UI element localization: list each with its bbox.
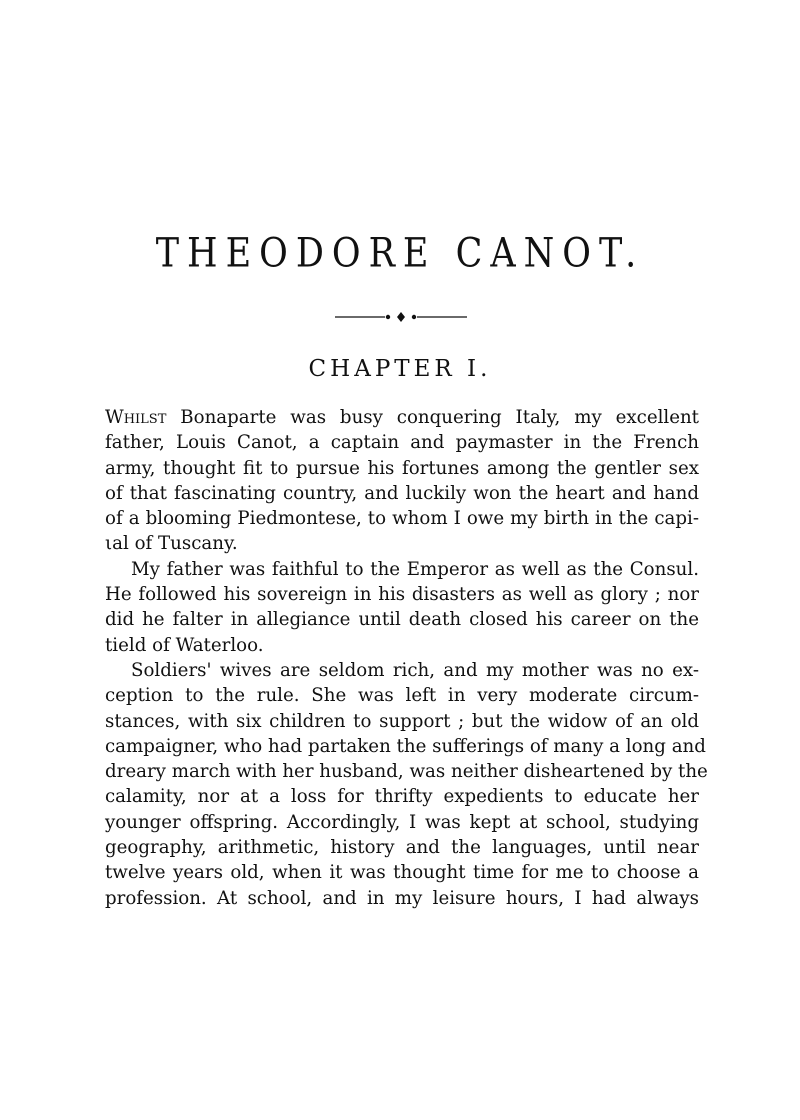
ornament-divider xyxy=(335,307,467,327)
text-line: profession. At school, and in my leisure hours, I had always xyxy=(105,887,699,909)
text-line: ception to the rule. She was left in very moderate circum- xyxy=(105,685,699,707)
chapter-heading: CHAPTER I. xyxy=(308,356,492,382)
text-line: younger offspring. Accordingly, I was kept at school, studying xyxy=(105,811,699,833)
text-line: Whilst Bonaparte was busy conquering Italy, my excellent xyxy=(105,407,699,428)
chapter-body xyxy=(105,405,708,911)
text-line: did he falter in allegiance until death closed his career on the xyxy=(105,609,699,631)
text-line: My father was faithful to the Emperor as well as the Consul. xyxy=(131,558,699,580)
drop-word: Whilst xyxy=(105,407,167,428)
text-line: He followed his sovereign in his disasters as well as glory ; nor xyxy=(105,584,699,606)
text-line: ιal of Tuscany. xyxy=(105,533,238,555)
text-line: of that fascinating country, and luckily won the heart and hand xyxy=(105,482,699,504)
book-title: THEODORE CANOT. xyxy=(155,231,645,277)
text-line: campaigner, who had partaken the sufferings of many a long and xyxy=(105,735,706,757)
text-line: army, thought fit to pursue his fortunes among the gentler sex xyxy=(105,457,699,479)
text-line: Soldiers' wives are seldom rich, and my mother was no ex- xyxy=(131,659,699,681)
text-line: of a blooming Piedmontese, to whom I owe my birth in the capi- xyxy=(105,508,699,530)
text-line: twelve years old, when it was thought time for me to choose a xyxy=(105,862,699,884)
text-line: father, Louis Canot, a captain and paymaster in the French xyxy=(105,432,699,454)
text-line: stances, with six children to support ; but the widow of an old xyxy=(105,710,699,732)
text-line: geography, arithmetic, history and the languages, until near xyxy=(105,837,699,859)
text-line: calamity, nor at a loss for thrifty expedients to educate her xyxy=(105,786,699,808)
text-line: dreary march with her husband, was neither disheartened by the xyxy=(105,761,708,783)
text-line: tield of Waterloo. xyxy=(105,634,264,656)
